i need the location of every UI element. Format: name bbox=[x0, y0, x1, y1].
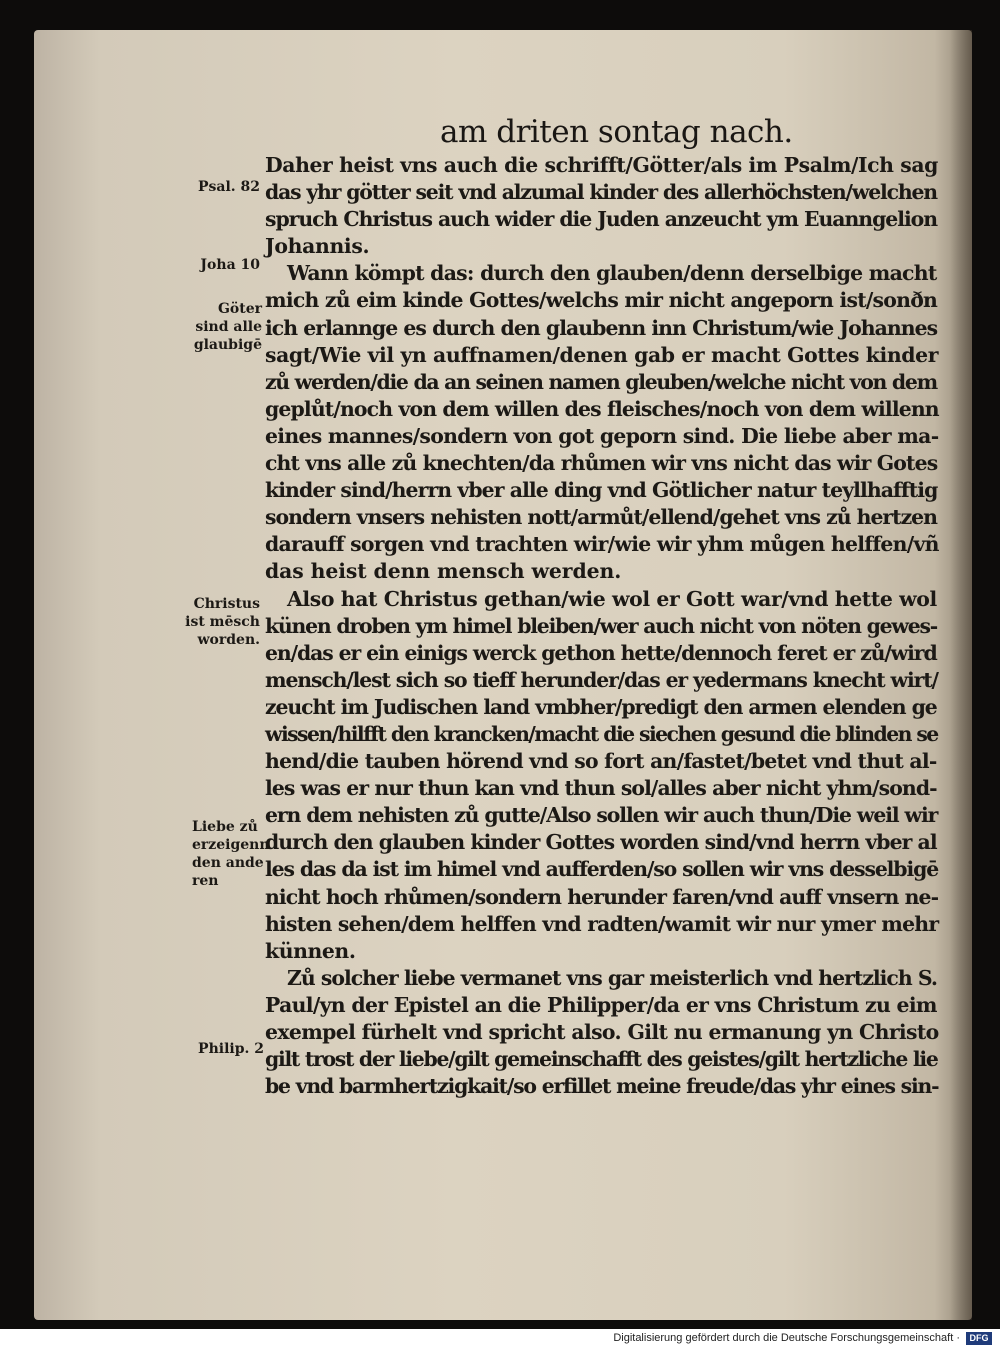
margin-note-johannes-text: Joha 10 bbox=[200, 257, 260, 273]
margin-note-goeter bbox=[172, 300, 262, 354]
margin-note-psalm-text: Psal. 82 bbox=[197, 179, 260, 195]
margin-note-liebe-line: erzeigenn bbox=[192, 837, 270, 853]
body-line: durch den glauben kinder Gottes worden sind/vnd herrn vber al bbox=[265, 830, 937, 855]
body-line: en/das er ein einigs werck gethon hette/dennoch feret er zů/wird bbox=[265, 640, 937, 665]
body-line: sagt/Wie vil yn auffnamen/denen gab er macht Gottes kinder bbox=[265, 342, 939, 367]
body-line: Johannis. bbox=[265, 234, 370, 259]
body-line: Paul/yn der Epistel an die Philipper/da er vns Christum zu eim bbox=[265, 992, 937, 1017]
body-line: les was er nur thun kan vnd thun sol/alles aber nicht yhm/sond- bbox=[265, 776, 937, 801]
body-line: histen sehen/dem helffen vnd radten/wamit wir nur ymer mehr bbox=[265, 911, 939, 936]
body-line: Daher heist vns auch die schrifft/Götter/als im Psalm/Ich sag bbox=[265, 153, 938, 177]
body-line: exempel fürhelt vnd spricht also. Gilt nu ermanung yn Christo bbox=[265, 1020, 939, 1044]
body-line: Zů solcher liebe vermanet vns gar meisterlich vnd hertzlich S. bbox=[287, 965, 937, 990]
margin-note-goeter-line: sind alle bbox=[195, 319, 262, 335]
dfg-logo: DFG bbox=[966, 1332, 992, 1345]
body-line: eines mannes/sondern von got geporn sind. Die liebe aber ma- bbox=[265, 423, 939, 448]
body-line: kinder sind/herrn vber alle ding vnd Götlicher natur teyllhafftig bbox=[265, 478, 938, 503]
body-line: cht vns alle zů knechten/da rhůmen wir vns nicht das wir Gotes bbox=[265, 451, 938, 476]
footer-bar bbox=[0, 1329, 1000, 1349]
body-line: mensch/lest sich so tieff herunder/das er yedermans knecht wirt/ bbox=[265, 667, 938, 692]
body-line: geplůt/noch von dem willen des fleisches/noch von dem willenn bbox=[265, 396, 939, 421]
body-line: mich zů eim kinde Gottes/welchs mir nicht angeporn ist/sonðn bbox=[265, 288, 938, 313]
body-line: nicht hoch rhůmen/sondern herunder faren/vnd auff vnsern ne- bbox=[265, 884, 939, 909]
margin-note-liebe-line: den ande bbox=[192, 855, 264, 871]
body-line: Wann kömpt das: durch den glauben/denn derselbige macht bbox=[287, 261, 937, 286]
body-line: ern dem nehisten zů gutte/Also sollen wir auch thun/Die weil wir bbox=[265, 803, 938, 828]
margin-note-goeter-line: Göter bbox=[217, 301, 262, 317]
body-line: künen droben ym himel bleiben/wer auch nicht von nöten gewes- bbox=[265, 613, 938, 638]
body-line: be vnd barmhertzigkait/so erfillet meine freude/das yhr eines sin- bbox=[265, 1074, 939, 1099]
body-line: les das da ist im himel vnd aufferden/so sollen wir vns desselbigē bbox=[265, 857, 939, 882]
body-line: sondern vnsers nehisten nott/armůt/ellend/gehet vns zů hertzen bbox=[265, 505, 937, 530]
margin-note-christus-line: worden. bbox=[197, 632, 260, 648]
margin-note-christus-line: Christus bbox=[193, 596, 260, 612]
body-line: gilt trost der liebe/gilt gemeinschafft des geistes/gilt hertzliche lie bbox=[265, 1047, 938, 1072]
body-line: das heist denn mensch werden. bbox=[265, 559, 622, 584]
margin-note-liebe-line: ren bbox=[192, 873, 219, 889]
funding-note: Digitalisierung gefördert durch die Deutsche Forschungsgemeinschaft · bbox=[613, 1332, 960, 1344]
body-line: das yhr götter seit vnd alzumal kinder des allerhöchsten/welchen bbox=[265, 180, 937, 205]
body-line: ich erlannge es durch den glaubenn inn Christum/wie Johannes bbox=[265, 315, 938, 340]
margin-note-christus-line: ist mēsch bbox=[185, 614, 260, 630]
margin-note-psalm bbox=[172, 178, 260, 196]
margin-note-philip bbox=[172, 1040, 264, 1058]
body-text bbox=[265, 152, 940, 1100]
body-line: darauff sorgen vnd trachten wir/wie wir yhm můgen helffen/vñ bbox=[265, 532, 939, 557]
body-line: hend/die tauben hörend vnd so fort an/fastet/betet vnd thut al- bbox=[265, 749, 937, 774]
body-line: wissen/hilfft den krancken/macht die siechen gesund die blinden se bbox=[265, 721, 938, 746]
body-line: Also hat Christus gethan/wie wol er Gott war/vnd hette wol bbox=[287, 586, 937, 611]
body-line: künnen. bbox=[265, 938, 356, 963]
margin-note-liebe bbox=[172, 818, 270, 890]
running-header: am driten sontag nach. bbox=[440, 114, 793, 150]
body-line: zů werden/die da an seinen namen gleuben/welche nicht von dem bbox=[265, 369, 937, 394]
margin-note-christus bbox=[172, 595, 260, 649]
margin-note-goeter-line: glaubigē bbox=[193, 337, 262, 353]
body-line: spruch Christus auch wider die Juden anzeucht ym Euanngelion bbox=[265, 207, 938, 232]
body-line: zeucht im Judischen land vmbher/predigt den armen elenden ge bbox=[265, 694, 937, 719]
margin-note-liebe-line: Liebe zů bbox=[192, 819, 258, 835]
margin-note-johannes bbox=[172, 256, 260, 274]
margin-note-philip-text: Philip. 2 bbox=[198, 1041, 264, 1057]
